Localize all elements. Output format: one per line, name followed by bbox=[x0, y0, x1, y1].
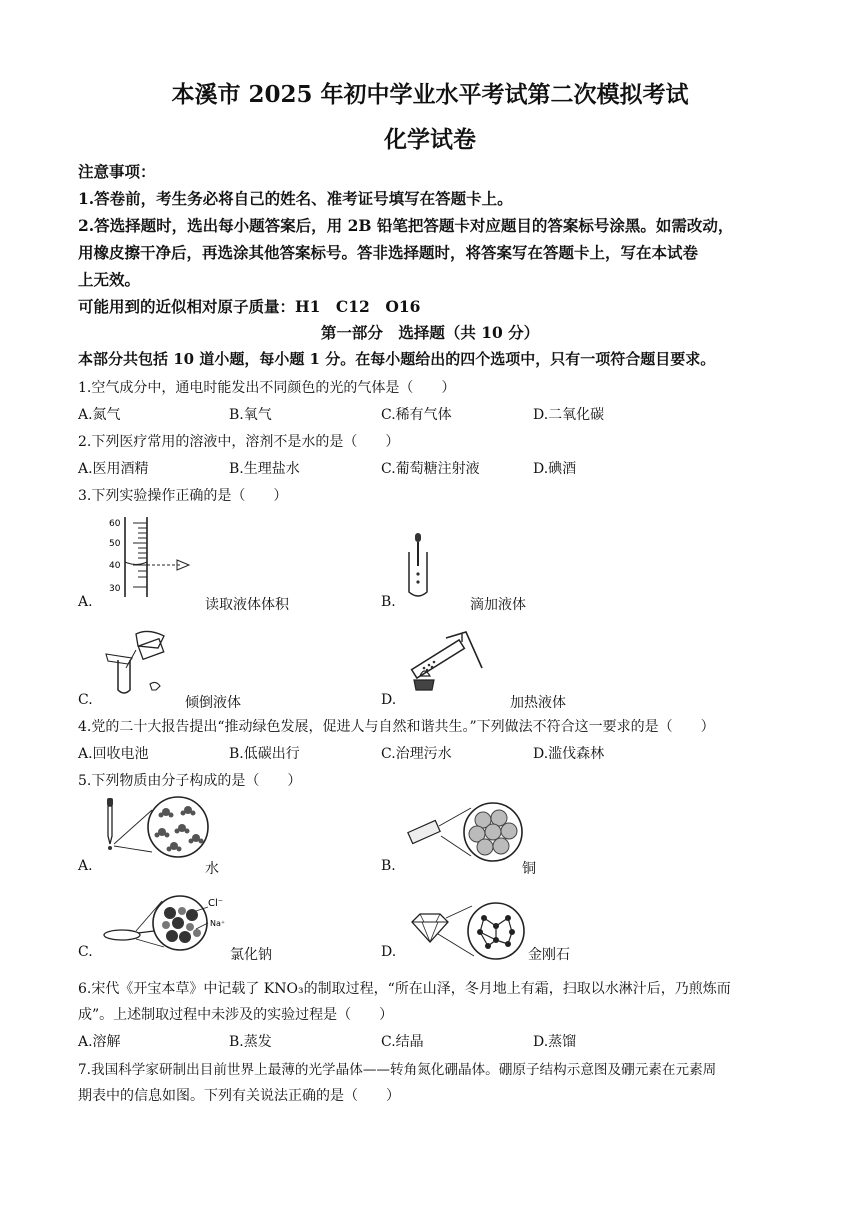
q7-stem-line1: 7.我国科学家研制出目前世界上最薄的光学晶体——转角氮化硼晶体。硼原子结构示意图及硼元素在元素周 bbox=[78, 1062, 717, 1078]
q3-stem: 3.下列实验操作正确的是（ ） bbox=[78, 488, 288, 504]
q5-caption-c: 氯化钠 bbox=[230, 947, 272, 963]
notice-item-2-line3: 上无效。 bbox=[78, 270, 141, 289]
q3-option-c: C. bbox=[78, 692, 93, 708]
q7-stem-line2: 期表中的信息如图。下列有关说法正确的是（ ） bbox=[78, 1088, 400, 1104]
q6-stem-line1: 6.宋代《开宝本草》中记载了 KNO₃的制取过程，“所在山泽，冬月地上有霜，扫取以水淋汁后，乃煎炼而 bbox=[78, 981, 731, 997]
q3-figure-b-dropper bbox=[403, 532, 433, 600]
q5-caption-d: 金刚石 bbox=[528, 947, 570, 963]
q1-option-d: D.二氧化碳 bbox=[533, 407, 605, 423]
q5-figure-d-diamond bbox=[408, 900, 530, 964]
q4-option-a: A.回收电池 bbox=[78, 746, 149, 762]
q3-caption-b: 滴加液体 bbox=[470, 597, 526, 613]
page-title: 本溪市 2025 年初中学业水平考试第二次模拟考试 bbox=[171, 81, 689, 108]
cylinder-tick-50: 50 bbox=[109, 539, 121, 549]
q6-option-d: D.蒸馏 bbox=[533, 1034, 577, 1050]
q2-option-a: A.医用酒精 bbox=[78, 461, 149, 477]
label-chloride-ion: Cl⁻ bbox=[208, 898, 224, 909]
q3-figure-d-heating bbox=[402, 628, 487, 698]
q5-option-c: C. bbox=[78, 944, 93, 960]
q5-figure-c-sodium-chloride bbox=[100, 893, 235, 951]
q4-option-b: B.低碳出行 bbox=[229, 746, 300, 762]
q3-caption-a: 读取液体体积 bbox=[205, 597, 289, 613]
q1-option-a: A.氮气 bbox=[78, 407, 121, 423]
q6-option-a: A.溶解 bbox=[78, 1034, 121, 1050]
cylinder-tick-30: 30 bbox=[109, 584, 121, 594]
q5-figure-b-copper bbox=[405, 800, 530, 864]
q6-stem-line2: 成”。上述制取过程中未涉及的实验过程是（ ） bbox=[78, 1007, 394, 1023]
q3-figure-c-pouring bbox=[98, 628, 178, 698]
q1-stem: 1.空气成分中，通电时能发出不同颜色的光的气体是（ ） bbox=[78, 380, 456, 396]
q3-caption-c: 倾倒液体 bbox=[185, 695, 241, 711]
notice-heading: 注意事项： bbox=[78, 162, 156, 181]
q5-option-b: B. bbox=[381, 858, 396, 874]
q1-option-c: C.稀有气体 bbox=[381, 407, 452, 423]
q3-figure-a-cylinder bbox=[105, 515, 205, 600]
q5-caption-a: 水 bbox=[205, 861, 219, 877]
notice-item-2-line1: 2.答选择题时，选出每小题答案后，用 2B 铅笔把答题卡对应题目的答案标号涂黑。如需改动， bbox=[78, 216, 734, 235]
label-sodium-ion: Na⁺ bbox=[210, 919, 226, 928]
page-subtitle: 化学试卷 bbox=[384, 126, 476, 153]
q5-option-d: D. bbox=[381, 944, 397, 960]
q2-option-d: D.碘酒 bbox=[533, 461, 577, 477]
part1-heading: 第一部分 选择题（共 10 分） bbox=[320, 323, 540, 342]
q3-option-a: A. bbox=[78, 594, 93, 610]
q6-option-b: B.蒸发 bbox=[229, 1034, 272, 1050]
q3-option-b: B. bbox=[381, 594, 396, 610]
q5-caption-b: 铜 bbox=[522, 861, 536, 877]
q4-option-c: C.治理污水 bbox=[381, 746, 452, 762]
atomic-mass-line: 可能用到的近似相对原子质量：H1 C12 O16 bbox=[78, 297, 421, 316]
notice-item-2-line2: 用橡皮擦干净后，再选涂其他答案标号。答非选择题时，将答案写在答题卡上，写在本试卷 bbox=[78, 243, 699, 262]
notice-item-1: 1.答卷前，考生务必将自己的姓名、准考证号填写在答题卡上。 bbox=[78, 189, 513, 208]
q5-option-a: A. bbox=[78, 858, 93, 874]
q6-option-c: C.结晶 bbox=[381, 1034, 424, 1050]
q5-figure-a-water bbox=[100, 796, 215, 858]
cylinder-tick-40: 40 bbox=[109, 561, 121, 571]
q2-stem: 2.下列医疗常用的溶液中，溶剂不是水的是（ ） bbox=[78, 434, 400, 450]
q4-stem: 4.党的二十大报告提出“推动绿色发展，促进人与自然和谐共生。”下列做法不符合这一要求的是（ ） bbox=[78, 719, 715, 735]
q1-option-b: B.氧气 bbox=[229, 407, 272, 423]
q3-option-d: D. bbox=[381, 692, 397, 708]
q2-option-b: B.生理盐水 bbox=[229, 461, 300, 477]
q4-option-d: D.滥伐森林 bbox=[533, 746, 605, 762]
q5-stem: 5.下列物质由分子构成的是（ ） bbox=[78, 773, 302, 789]
part1-instructions: 本部分共包括 10 道小题，每小题 1 分。在每小题给出的四个选项中，只有一项符合题目要求。 bbox=[78, 350, 716, 368]
q3-caption-d: 加热液体 bbox=[510, 695, 566, 711]
cylinder-tick-60: 60 bbox=[109, 519, 121, 529]
q2-option-c: C.葡萄糖注射液 bbox=[381, 461, 480, 477]
